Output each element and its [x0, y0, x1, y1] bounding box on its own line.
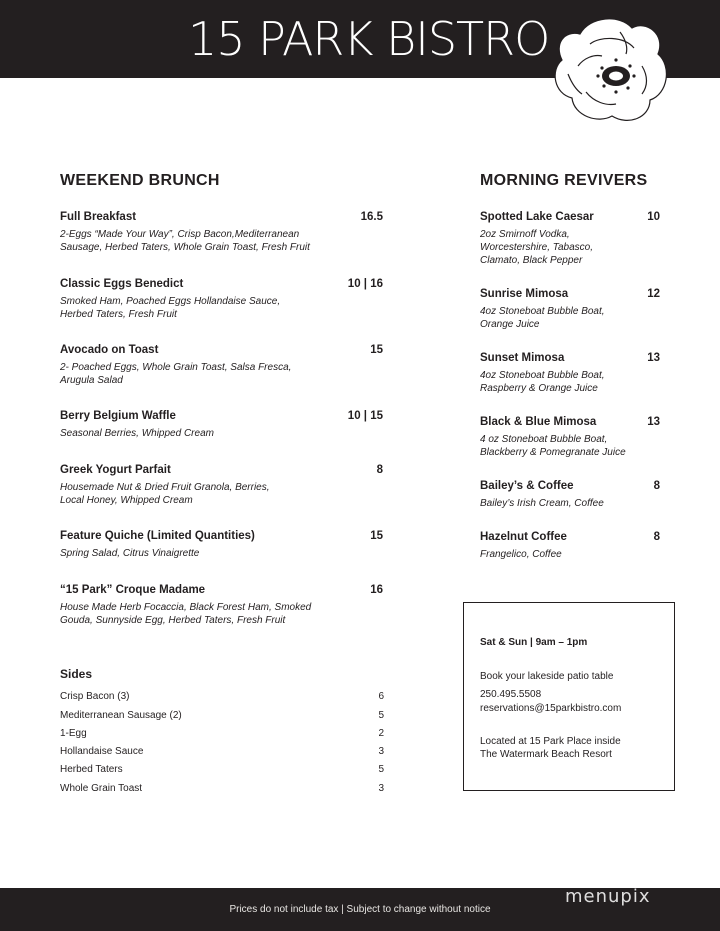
brunch-item-name: Berry Belgium Waffle [60, 410, 176, 422]
side-item-name: Hollandaise Sauce [60, 746, 144, 757]
location-line-1: Located at 15 Park Place inside [480, 736, 621, 747]
reviver-item-name: Sunrise Mimosa [480, 288, 569, 300]
side-item-name: Herbed Taters [60, 764, 123, 775]
brunch-item-price: 15 [370, 344, 383, 356]
brunch-item [60, 462, 383, 507]
reviver-item-description: Frangelico, Coffee [480, 549, 562, 560]
side-item-price: 3 [378, 746, 384, 757]
footer-note: Prices do not include tax | Subject to change without notice [229, 904, 491, 915]
brunch-item [60, 528, 383, 560]
side-item [60, 689, 384, 704]
brunch-item-name: Greek Yogurt Parfait [60, 464, 171, 476]
side-item [60, 744, 384, 759]
brunch-item-description: 2-Eggs “Made Your Way”, Crisp Bacon,Mediterranean Sausage, Herbed Taters, Whole Grain Toast, Fresh Fruit [60, 229, 310, 253]
side-item-price: 3 [378, 783, 384, 794]
side-item-name: Mediterranean Sausage (2) [60, 710, 182, 721]
brunch-item-description: 2- Poached Eggs, Whole Grain Toast, Salsa Fresca, Arugula Salad [60, 362, 292, 386]
brunch-item-description: Seasonal Berries, Whipped Cream [60, 428, 214, 439]
reviver-item-description: Bailey’s Irish Cream, Coffee [480, 498, 604, 509]
reviver-item-name: Hazelnut Coffee [480, 531, 567, 543]
brunch-item [60, 342, 383, 387]
side-item-price: 6 [378, 691, 384, 702]
sides-title: Sides [60, 667, 93, 681]
brunch-item-description: Spring Salad, Citrus Vinaigrette [60, 548, 200, 559]
brunch-item [60, 408, 383, 440]
phone-link[interactable]: 250.495.5508 [480, 689, 542, 700]
brunch-item-description: Housemade Nut & Dried Fruit Granola, Berries, Local Honey, Whipped Cream [60, 482, 270, 506]
brunch-item-name: Full Breakfast [60, 211, 137, 223]
reviver-item-name: Sunset Mimosa [480, 352, 565, 364]
side-item [60, 762, 384, 777]
side-item-price: 5 [378, 764, 384, 775]
side-item-price: 2 [378, 728, 384, 739]
brunch-section-title: WEEKEND BRUNCH [60, 172, 220, 189]
reviver-item-price: 10 [647, 211, 660, 223]
brunch-item-price: 8 [376, 464, 383, 476]
reviver-item [480, 209, 660, 267]
reviver-item [480, 478, 660, 510]
brunch-item [60, 582, 383, 627]
hours-text: Sat & Sun | 9am – 1pm [480, 637, 588, 648]
reviver-item [480, 529, 660, 561]
brunch-item [60, 209, 383, 254]
brunch-item-price: 10 | 16 [347, 278, 383, 290]
side-item-name: Whole Grain Toast [60, 783, 143, 794]
brunch-item-description: House Made Herb Focaccia, Black Forest Ham, Smoked Gouda, Sunnyside Egg, Herbed Taters, Fresh Fruit [60, 602, 312, 626]
booking-text: Book your lakeside patio table [480, 671, 614, 682]
reviver-item-name: Black & Blue Mimosa [480, 416, 597, 428]
brunch-item-price: 15 [370, 530, 383, 542]
watermark-logo: menupix [565, 886, 651, 907]
brunch-item-description: Smoked Ham, Poached Eggs Hollandaise Sauce, Herbed Taters, Fresh Fruit [60, 296, 281, 320]
brunch-item-name: Feature Quiche (Limited Quantities) [60, 530, 255, 542]
side-item [60, 708, 384, 723]
reviver-item-description: 4oz Stoneboat Bubble Boat, Orange Juice [480, 306, 605, 330]
reviver-item-price: 8 [653, 480, 660, 492]
side-item-name: 1-Egg [60, 728, 87, 739]
brunch-item-name: Avocado on Toast [60, 344, 159, 356]
poppy-flower-icon [550, 14, 672, 128]
brunch-item-name: “15 Park” Croque Madame [60, 584, 206, 596]
reviver-item [480, 286, 660, 331]
revivers-section-title: MORNING REVIVERS [480, 172, 648, 189]
reviver-item-description: 4 oz Stoneboat Bubble Boat, Blackberry & Pomegranate Juice [480, 434, 626, 458]
side-item-price: 5 [378, 710, 384, 721]
reviver-item-name: Spotted Lake Caesar [480, 211, 594, 223]
reviver-item-price: 12 [647, 288, 660, 300]
location-line-2: The Watermark Beach Resort [480, 749, 612, 760]
brunch-item-price: 16.5 [360, 211, 383, 223]
brunch-item-price: 16 [370, 584, 383, 596]
side-item [60, 781, 384, 796]
info-box [463, 602, 675, 791]
brunch-item-price: 10 | 15 [347, 410, 383, 422]
brand-title: 15 PARK BISTRO [188, 12, 550, 66]
reviver-item-description: 4oz Stoneboat Bubble Boat, Raspberry & Orange Juice [480, 370, 605, 394]
reviver-item-price: 8 [653, 531, 660, 543]
brunch-item-name: Classic Eggs Benedict [60, 278, 184, 290]
brunch-item [60, 276, 383, 321]
reviver-item [480, 414, 660, 459]
reviver-item-price: 13 [647, 352, 660, 364]
side-item [60, 726, 384, 741]
email-link[interactable]: reservations@15parkbistro.com [480, 703, 622, 714]
side-item-name: Crisp Bacon (3) [60, 691, 130, 702]
reviver-item-price: 13 [647, 416, 660, 428]
reviver-item-name: Bailey’s & Coffee [480, 480, 574, 492]
reviver-item-description: 2oz Smirnoff Vodka, Worcestershire, Tabasco, Clamato, Black Pepper [480, 229, 594, 266]
reviver-item [480, 350, 660, 395]
